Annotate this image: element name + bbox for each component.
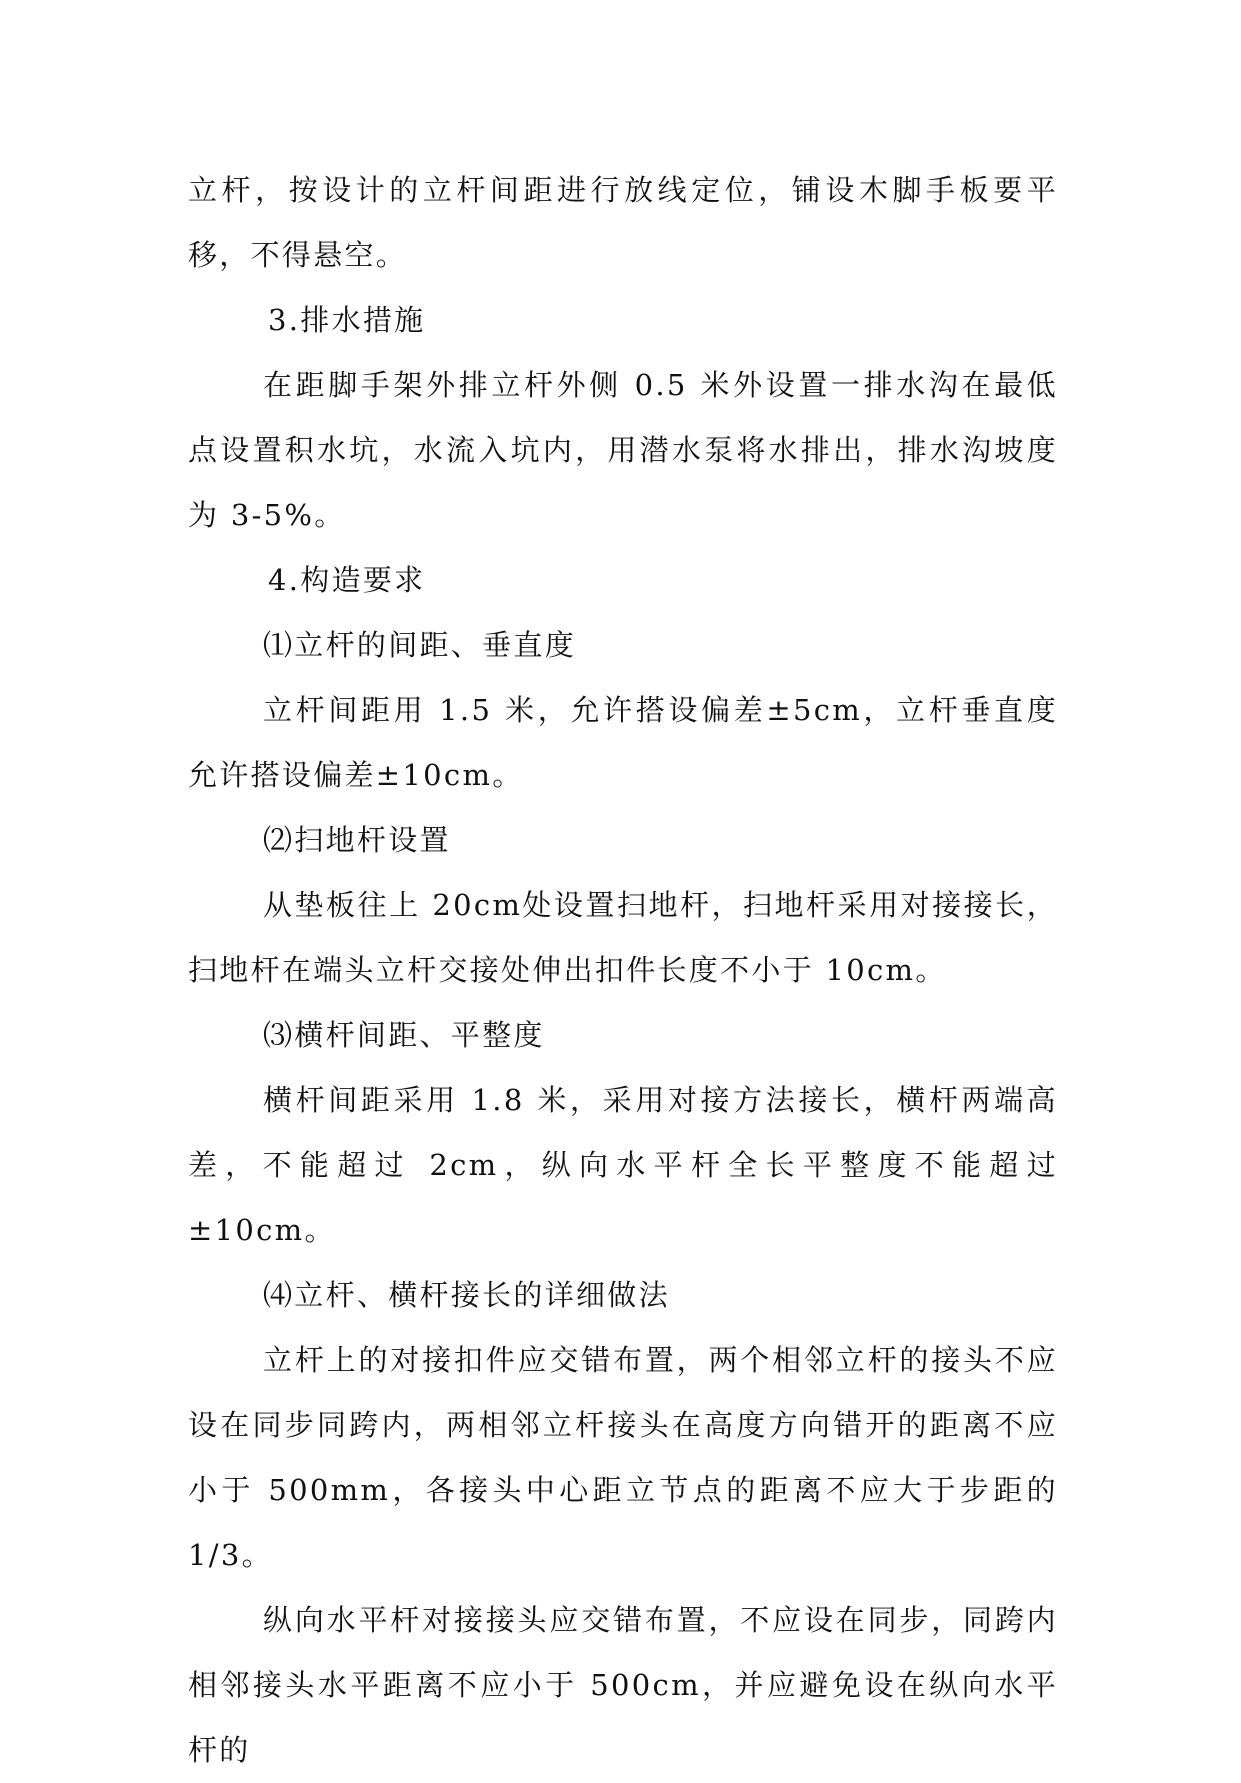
section-heading-drainage: 3.排水措施: [268, 303, 426, 337]
section-heading-construction: 4.构造要求: [268, 563, 426, 597]
paragraph-continuation: 立杆，按设计的立杆间距进行放线定位，铺设木脚手板要平移，不得悬空。: [188, 173, 1058, 272]
paragraph-drainage: 在距脚手架外排立杆外侧 0.5 米外设置一排水沟在最低点设置积水坑，水流入坑内，用潜水泵将水排出，排水沟坡度为 3-5%。: [188, 368, 1058, 532]
paragraph-pole-joints: 立杆上的对接扣件应交错布置，两个相邻立杆的接头不应设在同步同跨内，两相邻立杆接头在高度方向错开的距离不应小于 500mm，各接头中心距立节点的距离不应大于步距的 1/3。: [188, 1343, 1058, 1572]
paragraph-horizontal-joints: 纵向水平杆对接接头应交错布置，不应设在同步，同跨内相邻接头水平距离不应小于 500cm，并应避免设在纵向水平杆的: [188, 1603, 1058, 1767]
document-body: [188, 158, 1058, 1783]
subheading-sweep-rod: ⑵扫地杆设置: [263, 823, 451, 857]
subheading-pole-spacing: ⑴立杆的间距、垂直度: [263, 628, 577, 662]
paragraph-sweep-rod: 从垫板往上 20cm处设置扫地杆，扫地杆采用对接接长，扫地杆在端头立杆交接处伸出扣件长度不小于 10cm。: [188, 888, 1058, 987]
subheading-extension-method: ⑷立杆、横杆接长的详细做法: [263, 1278, 670, 1312]
subheading-crossbar-spacing: ⑶横杆间距、平整度: [263, 1018, 545, 1052]
paragraph-pole-spacing: 立杆间距用 1.5 米，允许搭设偏差±5cm，立杆垂直度允许搭设偏差±10cm。: [188, 693, 1058, 792]
paragraph-crossbar-spacing: 横杆间距采用 1.8 米，采用对接方法接长，横杆两端高差，不能超过 2cm，纵向水平杆全长平整度不能超过±10cm。: [188, 1083, 1058, 1247]
